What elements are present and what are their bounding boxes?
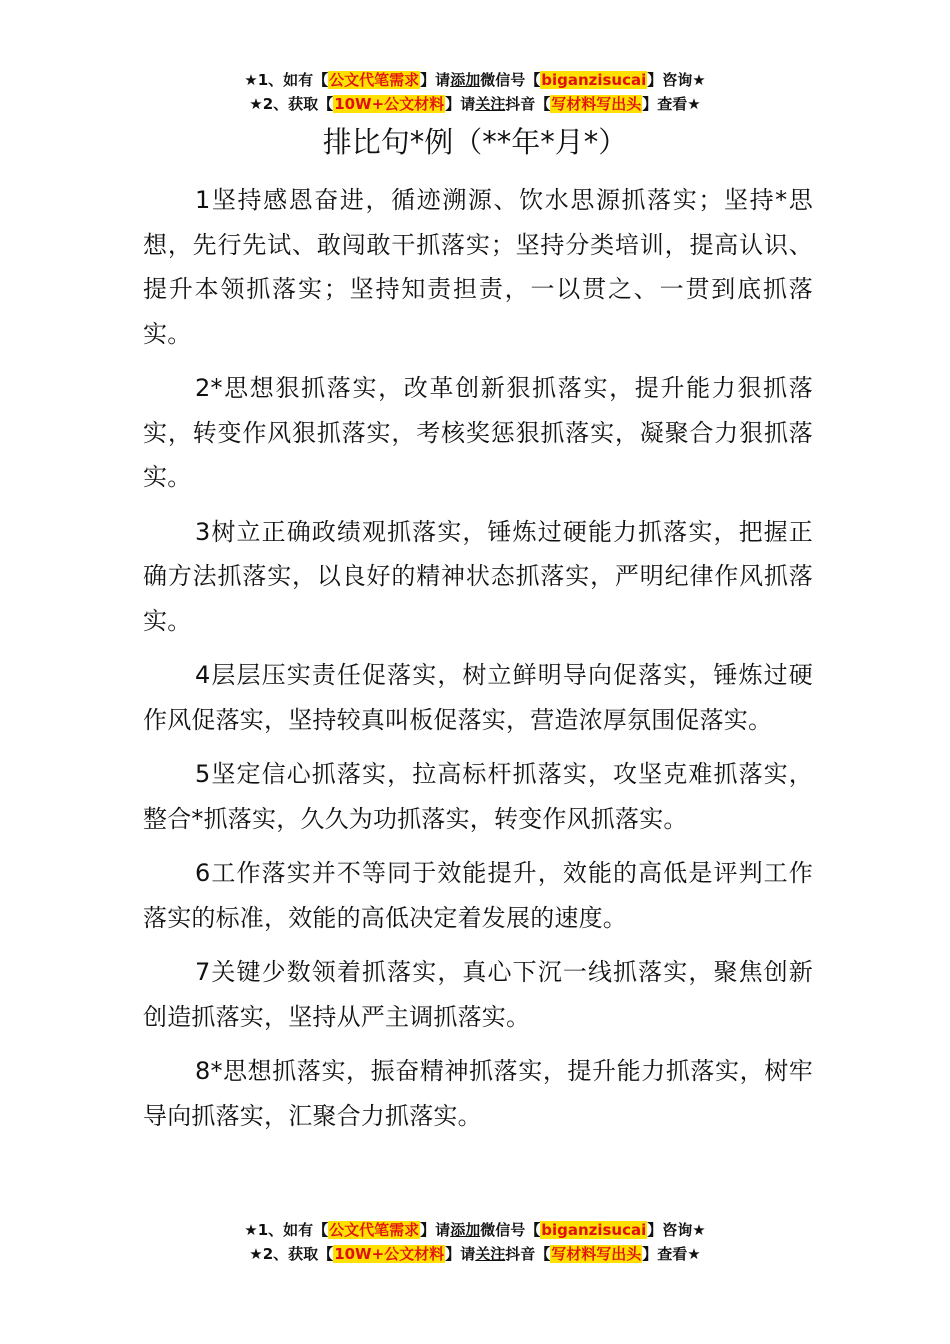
- paragraph-3: 3树立正确政绩观抓落实，锤炼过硬能力抓落实，把握正确方法抓落实，以良好的精神状态抓落实，严明纪律作风抓落实。: [143, 517, 813, 635]
- promo-text: 抖音【: [505, 95, 551, 113]
- promo-text: 】请: [420, 1221, 451, 1239]
- promo-text: 】咨询★: [647, 71, 706, 89]
- paragraph-8: 8*思想抓落实，振奋精神抓落实，提升能力抓落实，树牢导向抓落实，汇聚合力抓落实。: [143, 1057, 813, 1130]
- promo-line-2: [0, 92, 950, 116]
- promo-text: 】请: [420, 71, 451, 89]
- promo-underline: 添加: [450, 1221, 481, 1239]
- promo-banner-bottom: [0, 1218, 950, 1266]
- paragraph-5: 5坚定信心抓落实，拉高标杆抓落实，攻坚克难抓落实，整合*抓落实，久久为功抓落实，转变作风抓落实。: [143, 760, 813, 833]
- document-title: 排比句*例（**年*月*）: [322, 125, 628, 159]
- paragraph-7: 7关键少数领着抓落实，真心下沉一线抓落实，聚焦创新创造抓落实，坚持从严主调抓落实。: [143, 958, 813, 1031]
- promo-underline: 添加: [450, 71, 481, 89]
- paragraph-6: 6工作落实并不等同于效能提升，效能的高低是评判工作落实的标准，效能的高低决定着发展的速度。: [143, 859, 813, 932]
- document-body: [143, 178, 813, 1148]
- promo-wechat-id: biganzisucai: [541, 71, 647, 89]
- paragraph-2: 2*思想狠抓落实，改革创新狠抓落实，提升能力狠抓落实，转变作风狠抓落实，考核奖惩狠抓落实，凝聚合力狠抓落实。: [143, 374, 813, 491]
- promo-text: 】查看★: [642, 1245, 701, 1263]
- promo-text: ★1、如有【: [244, 71, 329, 89]
- promo-underline: 关注: [475, 95, 506, 113]
- promo-text: ★2、获取【: [249, 1245, 334, 1263]
- promo-highlight: 公文代笔需求: [329, 1221, 420, 1239]
- promo-underline: 关注: [475, 1245, 506, 1263]
- promo-text: 】请: [445, 95, 476, 113]
- promo-text: 微信号【: [480, 71, 541, 89]
- promo-douyin-id: 写材料写出头: [551, 95, 642, 113]
- promo-line-1: [0, 1218, 950, 1242]
- promo-text: 】请: [445, 1245, 476, 1263]
- promo-text: 】咨询★: [647, 1221, 706, 1239]
- promo-highlight: 公文代笔需求: [329, 71, 420, 89]
- promo-highlight: 10W+公文材料: [334, 95, 445, 113]
- promo-text: ★2、获取【: [249, 95, 334, 113]
- promo-text: 】查看★: [642, 95, 701, 113]
- promo-wechat-id: biganzisucai: [541, 1221, 647, 1239]
- promo-text: 微信号【: [480, 1221, 541, 1239]
- promo-text: ★1、如有【: [244, 1221, 329, 1239]
- promo-line-1: [0, 68, 950, 92]
- promo-banner-top: [0, 68, 950, 116]
- promo-text: 抖音【: [505, 1245, 551, 1263]
- paragraph-1: 1坚持感恩奋进，循迹溯源、饮水思源抓落实；坚持*思想，先行先试、敢闯敢干抓落实；坚持分类培训，提高认识、提升本领抓落实；坚持知责担责，一以贯之、一贯到底抓落实。: [143, 186, 813, 348]
- promo-highlight: 10W+公文材料: [334, 1245, 445, 1263]
- promo-line-2: [0, 1242, 950, 1266]
- promo-douyin-id: 写材料写出头: [551, 1245, 642, 1263]
- paragraph-4: 4层层压实责任促落实，树立鲜明导向促落实，锤炼过硬作风促落实，坚持较真叫板促落实，营造浓厚氛围促落实。: [143, 661, 813, 734]
